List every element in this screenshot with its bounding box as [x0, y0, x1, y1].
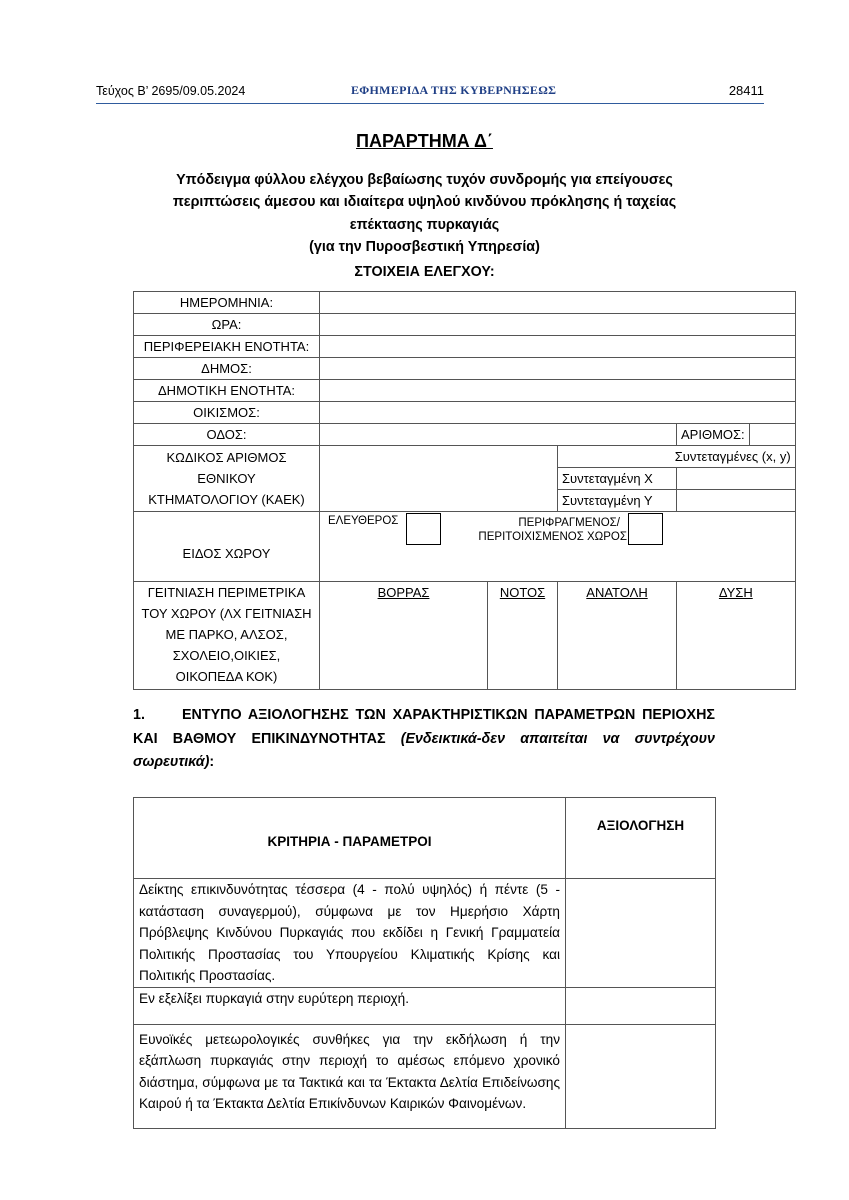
table-row [134, 380, 796, 402]
settlement-label: ΟΙΚΙΣΜΟΣ: [134, 402, 320, 424]
subtitle-line: περιπτώσεις άμεσου και ιδιαίτερα υψηλού κινδύνου πρόκλησης ή ταχείας [172, 194, 677, 211]
regional-unit-field[interactable] [320, 336, 796, 358]
adjacency-label-line: ΤΟΥ ΧΩΡΟΥ (ΛΧ ΓΕΙΤΝΙΑΣΗ [141, 606, 312, 621]
kaek-label-line: ΚΩΔΙΚΟΣ ΑΡΙΘΜΟΣ [166, 450, 287, 465]
coord-x-field[interactable] [677, 468, 796, 490]
criterion-text: Δείκτης επικινδυνότητας τέσσερα (4 - πολύ υψηλός) ή πέντε (5 - κατάσταση συναγερμού), σύμφωνα με τον Ημερήσιο Χάρτη Πρόβλεψης Κινδύνου Πυρκαγιάς που εκδίδει η Γενική Γραμματεία Πολιτικής Προστασίας του Υπουργείου Κλιματικής Κρίσης και Πολιτικής Προστασίας. [134, 879, 566, 988]
evaluation-field[interactable] [566, 879, 716, 988]
table-row [134, 987, 716, 1024]
fenced-checkbox[interactable] [628, 513, 663, 545]
settlement-field[interactable] [320, 402, 796, 424]
west-column[interactable]: ΔΥΣΗ [677, 582, 796, 690]
free-label: ΕΛΕΥΘΕΡΟΣ [328, 515, 399, 527]
east-column[interactable]: ΑΝΑΤΟΛΗ [558, 582, 677, 690]
subtitle-line: Υπόδειγμα φύλλου ελέγχου βεβαίωσης τυχόν συνδρομής για επείγουσες [176, 172, 673, 188]
section-1-heading [133, 704, 715, 775]
adjacency-label-line: ΓΕΙΤΝΙΑΣΗ ΠΕΡΙΜΕΤΡΙΚΑ [147, 585, 306, 600]
north-column[interactable]: ΒΟΡΡΑΣ [320, 582, 488, 690]
criterion-text: Εν εξελίξει πυρκαγιά στην ευρύτερη περιοχή. [134, 987, 566, 1024]
gazette-title: ΕΦΗΜΕΡΙΔΑ ΤΗΣ ΚΥΒΕΡΝΗΣΕΩΣ [351, 83, 557, 97]
criteria-table [133, 797, 716, 1129]
table-row [134, 358, 796, 380]
page-number: 28411 [728, 83, 764, 98]
kaek-label-line: ΚΤΗΜΑΤΟΛΟΓΙΟΥ (ΚΑΕΚ) [148, 492, 305, 507]
free-checkbox[interactable] [406, 513, 441, 545]
table-header-row [134, 798, 716, 879]
annex-subtitle [150, 169, 699, 259]
table-row [134, 446, 796, 468]
space-type-options [320, 512, 795, 568]
section-colon: : [209, 754, 215, 770]
header-rule [96, 103, 764, 104]
coords-label: Συντεταγμένες (x, y) [558, 446, 796, 468]
control-data-table [133, 291, 796, 690]
municipal-unit-label: ΔΗΜΟΤΙΚΗ ΕΝΟΤΗΤΑ: [134, 380, 320, 402]
table-row [134, 879, 716, 988]
date-field[interactable] [320, 292, 796, 314]
south-column[interactable]: ΝΟΤΟΣ [488, 582, 558, 690]
fenced-label-line2: ΠΕΡΙΤΟΙΧΙΣΜΕΝΟΣ ΧΩΡΟΣ [478, 531, 627, 543]
table-row [134, 314, 796, 336]
fenced-label [516, 515, 620, 531]
coord-y-label: Συντεταγμένη Υ [558, 490, 677, 512]
table-row [134, 336, 796, 358]
kaek-label [134, 446, 320, 512]
evaluation-field[interactable] [566, 987, 716, 1024]
section-number: 1. [133, 707, 145, 723]
time-field[interactable] [320, 314, 796, 336]
kaek-field[interactable] [320, 446, 558, 512]
table-row [134, 424, 796, 446]
issue-label: Τεύχος Β’ 2695/09.05.2024 [96, 84, 246, 98]
table-row [134, 582, 796, 690]
space-type-label: ΕΙΔΟΣ ΧΩΡΟΥ [134, 512, 320, 582]
coord-x-label: Συντεταγμένη Χ [558, 468, 677, 490]
subtitle-line: επέκτασης πυρκαγιάς [349, 216, 500, 233]
regional-unit-label: ΠΕΡΙΦΕΡΕΙΑΚΗ ΕΝΟΤΗΤΑ: [134, 336, 320, 358]
annex-title: ΠΑΡΑΡΤΗΜΑ Δ΄ [356, 131, 493, 151]
street-field[interactable] [320, 424, 677, 446]
adjacency-label-line: ΣΧΟΛΕΙΟ,ΟΙΚΙΕΣ, [172, 648, 281, 663]
subtitle-line: (για την Πυροσβεστική Υπηρεσία) [309, 239, 540, 256]
adjacency-label-line: ΜΕ ΠΑΡΚΟ, ΑΛΣΟΣ, [165, 627, 288, 642]
municipality-field[interactable] [320, 358, 796, 380]
fenced-label-line: ΠΕΡΙΦΡΑΓΜΕΝΟΣ/ [518, 517, 620, 529]
evaluation-column-header: ΑΞΙΟΛΟΓΗΣΗ [566, 798, 716, 879]
number-field[interactable] [749, 424, 795, 446]
control-data-heading: ΣΤΟΙΧΕΙΑ ΕΛΕΓΧΟΥ: [354, 264, 495, 280]
section-title: ΕΝΤΥΠΟ ΑΞΙΟΛΟΓΗΣΗΣ ΤΩΝ ΧΑΡΑΚΤΗΡΙΣΤΙΚΩΝ ΠΑΡΑΜΕΤΡΩΝ ΠΕΡΙΟΧΗΣ ΚΑΙ ΒΑΘΜΟΥ ΕΠΙΚΙΝΔΥΝΟΤΗΤΑΣ [133, 707, 715, 747]
table-row [134, 512, 796, 582]
time-label: ΩΡΑ: [134, 314, 320, 336]
evaluation-field[interactable] [566, 1024, 716, 1128]
table-row [134, 292, 796, 314]
table-row [134, 1024, 716, 1128]
municipal-unit-field[interactable] [320, 380, 796, 402]
criterion-text: Ευνοϊκές μετεωρολογικές συνθήκες για την εκδήλωση ή την εξάπλωση πυρκαγιάς στην περιοχή το αμέσως επόμενο χρονικό διάστημα, σύμφωνα με τα Τακτικά και τα Έκτακτα Δελτία Επιδείνωσης Καιρού ή τα Έκτακτα Δελτία Επικίνδυνων Καιρικών Φαινομένων. [134, 1024, 566, 1128]
section-note: (Ενδεικτικά-δεν απαιτείται να συντρέχουν σωρευτικά) [133, 730, 715, 770]
date-label: ΗΜΕΡΟΜΗΝΙΑ: [134, 292, 320, 314]
adjacency-label [134, 582, 320, 690]
page-header [96, 84, 764, 104]
municipality-label: ΔΗΜΟΣ: [134, 358, 320, 380]
kaek-label-line: ΕΘΝΙΚΟΥ [197, 471, 256, 486]
number-label: ΑΡΙΘΜΟΣ: [677, 424, 750, 446]
table-row [134, 402, 796, 424]
street-label: ΟΔΟΣ: [134, 424, 320, 446]
adjacency-label-line: ΟΙΚΟΠΕΔΑ ΚΟΚ) [175, 669, 278, 684]
space-type-cell [320, 512, 796, 582]
coord-y-field[interactable] [677, 490, 796, 512]
criteria-column-header: ΚΡΙΤΗΡΙΑ - ΠΑΡΑΜΕΤΡΟΙ [134, 798, 566, 879]
